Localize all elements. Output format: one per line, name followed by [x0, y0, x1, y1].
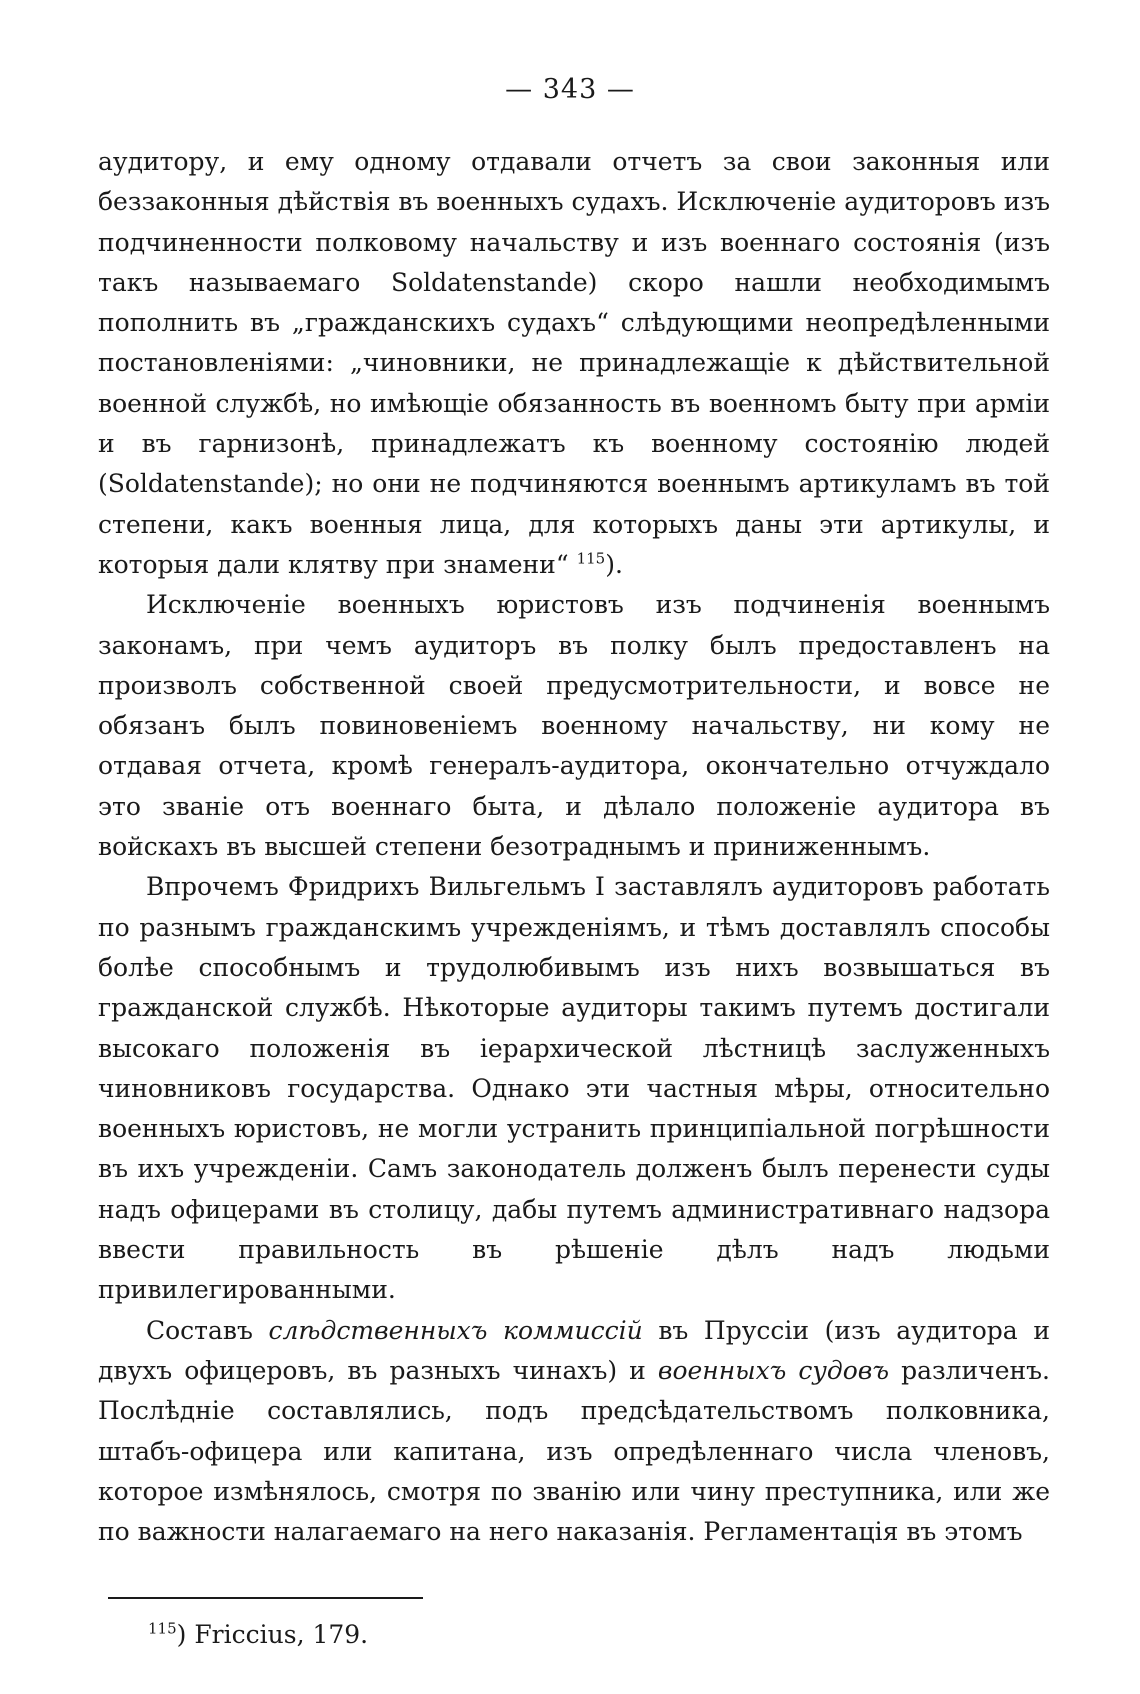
paragraph-3: Впрочемъ Фридрихъ Вильгельмъ I заставлялъ аудиторовъ работать по разнымъ гражданскимъ учрежденіямъ, и тѣмъ доставлялъ способы болѣе способнымъ и трудолюбивымъ изъ нихъ возвышаться въ гражданской службѣ. Нѣкоторые аудиторы такимъ путемъ достигали высокаго положенія въ іерархической лѣстницѣ заслуженныхъ чиновниковъ государства. Однако эти частныя мѣры, относительно военныхъ юристовъ, не могли устранить принципіальной погрѣшности въ ихъ учрежденіи. Самъ законодатель долженъ былъ перенести суды надъ офицерами въ столицу, дабы путемъ административнаго надзора ввести правильность въ рѣшеніе дѣлъ надъ людьми привилегированными.: [98, 872, 1050, 1305]
paragraph-1: [98, 142, 1050, 585]
footnote: [148, 1620, 368, 1649]
paragraph-4-part-1: Составъ: [146, 1315, 253, 1345]
body-text: [98, 142, 1050, 1552]
footnote-text: ) Friccius, 179.: [176, 1620, 369, 1649]
paragraph-4-italic-term-1: слѣдственныхъ коммиссій: [268, 1315, 643, 1345]
paragraph-4-part-2: въ Пруссіи (изъ аудитора и двухъ офицеровъ, въ разныхъ чинахъ) и: [98, 1315, 1050, 1385]
paragraph-1-text: аудитору, и ему одному отдавали отчетъ за свои законныя или беззаконныя дѣйствія въ военныхъ судахъ. Исключеніе аудиторовъ изъ подчиненности полковому начальству и изъ военнаго состоянія (изъ такъ называемаго Soldatenstande) скоро нашли необходимымъ пополнить въ „гражданскихъ судахъ“ слѣдующими неопредѣленными постановленіями: „чиновники, не принадлежащіе к дѣйствительной военной службѣ, но имѣющіе обязанность въ военномъ быту при арміи и въ гарнизонѣ, принадлежатъ къ военному состоянію людей (Soldatenstande); но они не подчиняются военнымъ артикуламъ въ той степени, какъ военныя лица, для которыхъ даны эти артикулы, и которыя дали клятву при знамени“: [98, 147, 1050, 579]
paragraph-2: Исключеніе военныхъ юристовъ изъ подчиненія военнымъ законамъ, при чемъ аудиторъ въ полку былъ предоставленъ на произволъ собственной своей предусмотрительности, и вовсе не обязанъ былъ повиновеніемъ военному начальству, ни кому не отдавая отчета, кромѣ генералъ-аудитора, окончательно отчуждало это званіе отъ военнаго быта, и дѣлало положеніе аудитора въ войскахъ въ высшей степени безотраднымъ и приниженнымъ.: [98, 590, 1050, 862]
page-number: — 343 —: [505, 74, 635, 105]
paragraph-4-part-3: различенъ. Послѣдніе составлялись, подъ предсѣдательствомъ полковника, штабъ-офицера или капитана, изъ опредѣленнаго числа членовъ, которое измѣнялось, смотря по званію или чину преступника, или же по важности налагаемаго на него наказанія. Регламентація въ этомъ: [98, 1355, 1051, 1547]
paragraph-4-italic-term-2: военныхъ судовъ: [657, 1355, 890, 1385]
paragraph-1-tail: ).: [605, 549, 623, 579]
footnote-divider: [108, 1597, 423, 1599]
footnote-marker: 115: [148, 1619, 177, 1638]
footnote-reference: 115: [576, 549, 606, 568]
paragraph-4: [98, 1311, 1050, 1553]
